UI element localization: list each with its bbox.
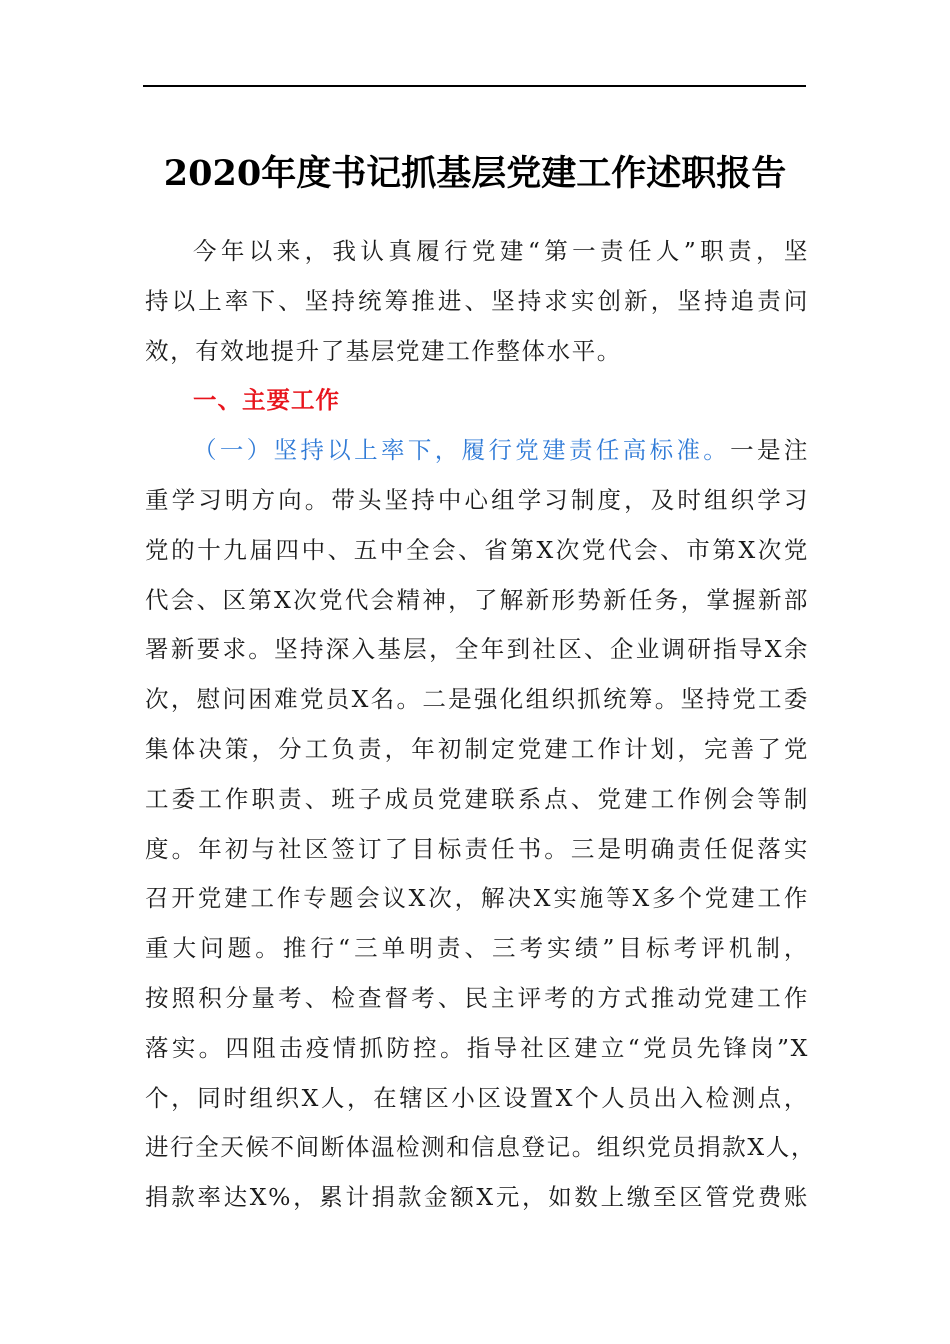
body-line: 落实。四阻击疫情抓防控。指导社区建立“党员先锋岗”X — [145, 1033, 809, 1062]
body-text-fragment: 一是注 — [730, 436, 809, 465]
body-line: 次，慰问困难党员X名。二是强化组织抓统筹。坚持党工委 — [145, 685, 809, 714]
body-line: 重大问题。推行“三单明责、三考实绩”目标考评机制， — [145, 934, 809, 963]
intro-line: 今年以来，我认真履行党建“第一责任人”职责，坚 — [193, 237, 809, 265]
body-line: 按照积分量考、检查督考、民主评考的方式推动党建工作 — [145, 983, 809, 1012]
subsection-heading: （一）坚持以上率下，履行党建责任高标准。 — [193, 436, 731, 465]
body-line: 党的十九届四中、五中全会、省第X次党代会、市第X次党 — [145, 535, 809, 564]
intro-line: 效，有效地提升了基层党建工作整体水平。 — [145, 336, 622, 365]
body-line: 捐款率达X%，累计捐款金额X元，如数上缴至区管党费账 — [145, 1183, 809, 1212]
body-line: 重学习明方向。带头坚持中心组学习制度，及时组织学习 — [145, 485, 809, 514]
header-rule — [143, 85, 806, 87]
document-title: 2020年度书记抓基层党建工作述职报告 — [163, 153, 787, 194]
subsection-first-line — [145, 429, 809, 479]
body-line: 代会、区第X次党代会精神，了解新形势新任务，掌握新部 — [145, 585, 809, 614]
body-line: 集体决策，分工负责，年初制定党建工作计划，完善了党 — [145, 734, 809, 763]
body-line: 度。年初与社区签订了目标责任书。三是明确责任促落实 — [145, 834, 809, 863]
body-line: 召开党建工作专题会议X次，解决X实施等X多个党建工作 — [145, 884, 809, 913]
intro-line: 持以上率下、坚持统筹推进、坚持求实创新，坚持追责问 — [145, 286, 809, 315]
body-line: 工委工作职责、班子成员党建联系点、党建工作例会等制 — [145, 784, 809, 813]
document-body — [145, 230, 816, 1226]
body-line: 个，同时组织X人，在辖区小区设置X个人员出入检测点， — [145, 1083, 809, 1112]
body-line: 署新要求。坚持深入基层，全年到社区、企业调研指导X余 — [145, 635, 809, 664]
section-heading: 一、主要工作 — [193, 386, 340, 415]
body-line: 进行全天候不间断体温检测和信息登记。组织党员捐款X人， — [145, 1133, 816, 1162]
